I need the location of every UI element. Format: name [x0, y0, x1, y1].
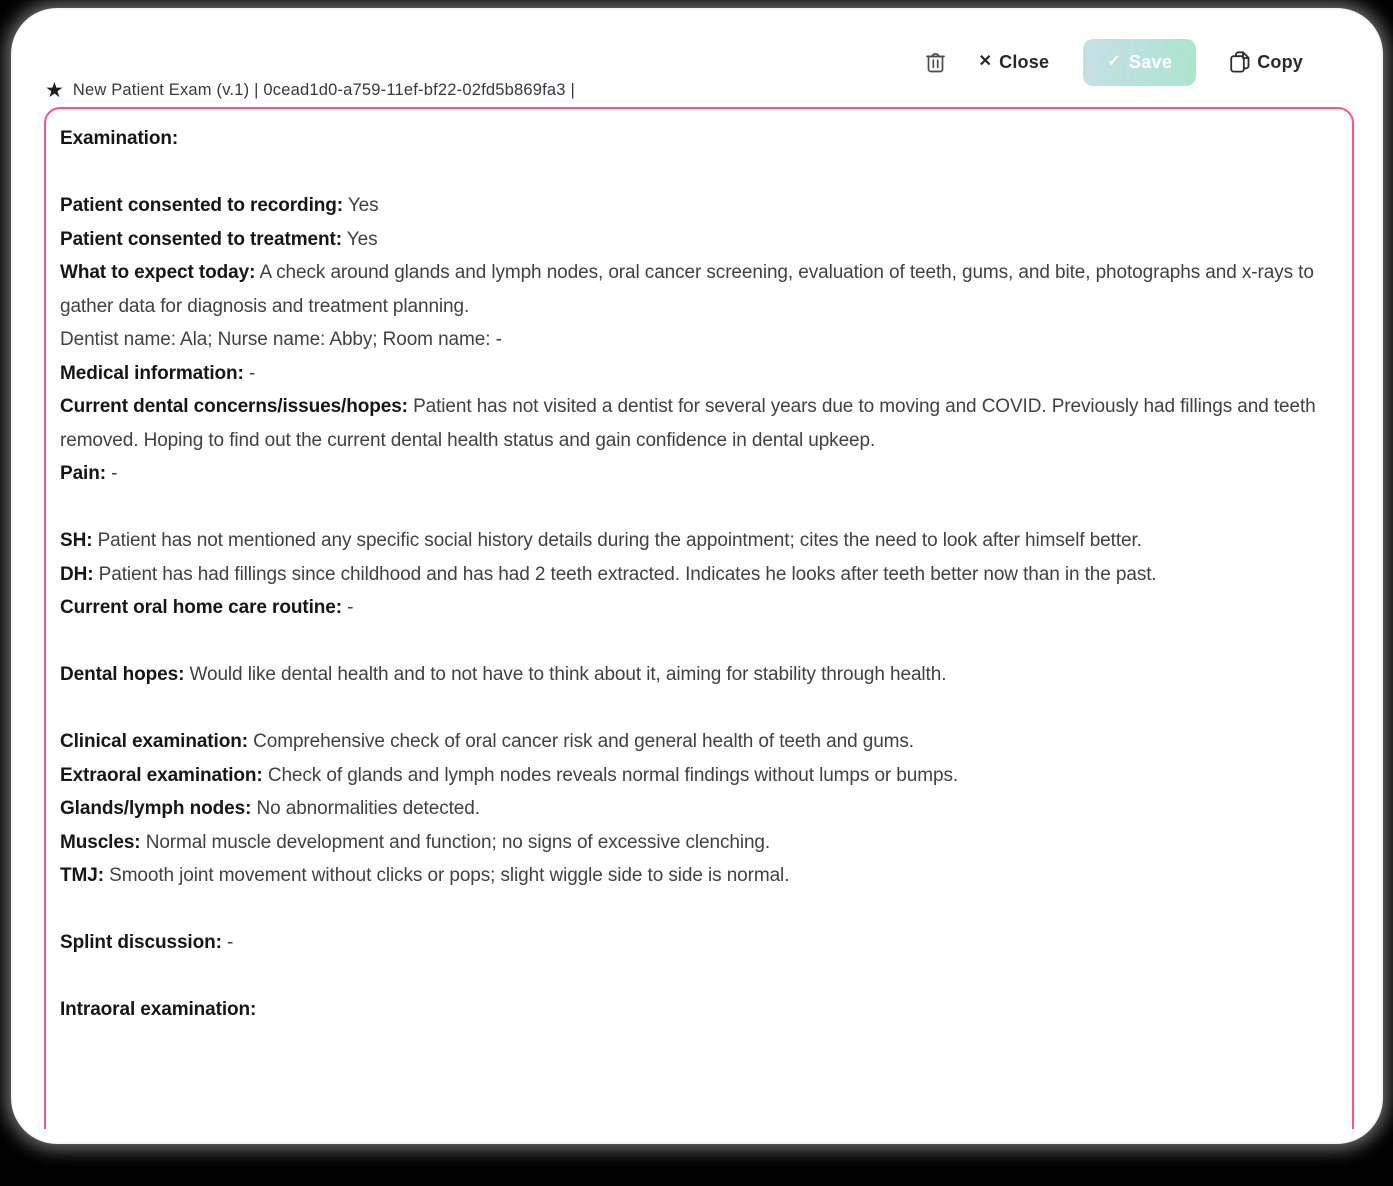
note-line: Clinical examination: Comprehensive check of oral cancer risk and general health of teeth and gums. [60, 731, 914, 752]
note-line: Examination: [60, 128, 179, 149]
note-line [60, 156, 1330, 190]
note-line: Current dental concerns/issues/hopes: Patient has not visited a dentist for several years due to moving and COVID. Previously had fillings and teeth removed. Hoping to find out the current dental health status and gain confidence in dental upkeep. [60, 396, 1316, 451]
star-icon: ★ [45, 79, 64, 102]
close-button-label: Close [999, 51, 1050, 72]
x-icon: ✕ [978, 53, 993, 70]
note-scroll-area [44, 107, 1354, 1129]
delete-button[interactable] [926, 51, 945, 73]
note-line: What to expect today: A check around glands and lymph nodes, oral cancer screening, evaluation of teeth, gums, and bite, photographs and x-rays to gather data for diagnosis and treatment planning. [60, 262, 1314, 317]
note-line: Dentist name: Ala; Nurse name: Abby; Room name: - [60, 329, 502, 350]
note-line: Dental hopes: Would like dental health and to not have to think about it, aiming for stability through health. [60, 664, 947, 685]
note-line: TMJ: Smooth joint movement without clicks or pops; slight wiggle side to side is normal. [60, 865, 790, 886]
note-line: Intraoral examination: [60, 999, 257, 1020]
document-header [45, 80, 575, 101]
note-line: DH: Patient has had fillings since childhood and has had 2 teeth extracted. Indicates he looks after teeth better now than in the past. [60, 563, 1157, 585]
note-line: Splint discussion: - [60, 932, 234, 953]
save-button[interactable] [1083, 39, 1196, 86]
note-line: Current oral home care routine: - [60, 597, 354, 618]
trash-icon [926, 51, 945, 73]
note-line: Extraoral examination: Check of glands and lymph nodes reveals normal findings without lumps or bumps. [60, 764, 959, 786]
note-line: Muscles: Normal muscle development and function; no signs of excessive clenching. [60, 831, 771, 853]
copy-button[interactable] [1230, 51, 1303, 73]
note-content [60, 122, 1330, 1027]
note-editor-card [13, 10, 1381, 1142]
note-line: Patient consented to recording: Yes [60, 195, 379, 216]
toolbar [926, 38, 1303, 86]
note-line [60, 491, 1330, 525]
copy-button-label: Copy [1257, 51, 1303, 72]
document-title: New Patient Exam (v.1) | 0cead1d0-a759-11ef-bf22-02fd5b869fa3 | [72, 81, 575, 99]
copy-icon [1230, 51, 1250, 73]
note-line: Medical information: - [60, 362, 256, 384]
note-textarea[interactable] [44, 107, 1354, 1129]
note-line [60, 625, 1330, 659]
save-button-label: Save [1128, 51, 1173, 72]
note-line [60, 893, 1330, 927]
check-icon: ✓ [1107, 53, 1121, 70]
close-button[interactable] [979, 52, 1050, 73]
note-line [60, 692, 1330, 726]
note-line: SH: Patient has not mentioned any specific social history details during the appointment; cites the need to look after himself better. [60, 530, 1142, 551]
note-line: Patient consented to treatment: Yes [60, 228, 378, 250]
note-line: Pain: - [60, 463, 118, 484]
note-line: Glands/lymph nodes: No abnormalities detected. [60, 798, 480, 819]
note-line [60, 960, 1330, 994]
